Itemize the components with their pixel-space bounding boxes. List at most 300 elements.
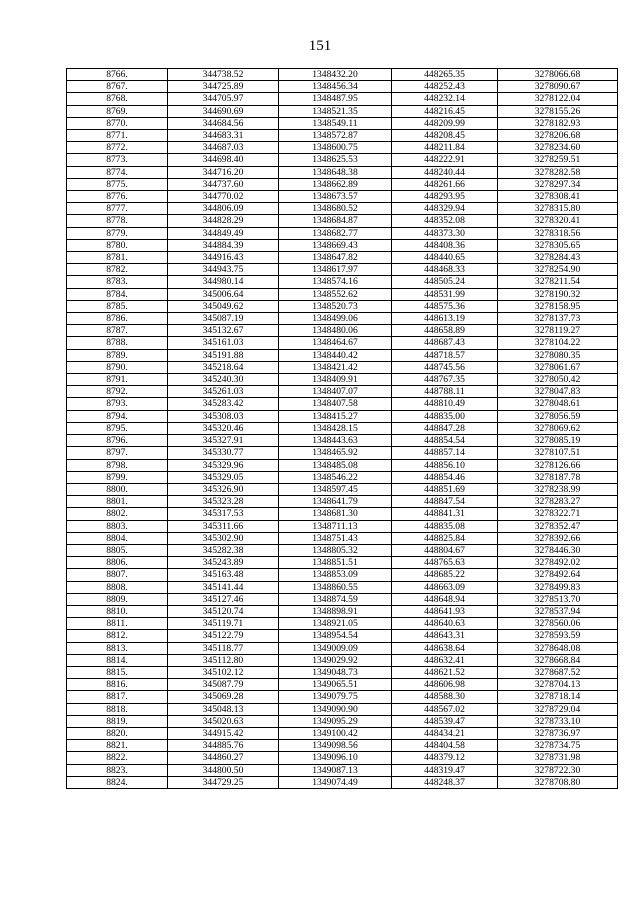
- table-row: [67, 727, 618, 739]
- cell-point-number: 8819.: [67, 715, 168, 727]
- cell-point-number: 8814.: [67, 654, 168, 666]
- cell-coord-y1: 1348669.43: [279, 239, 392, 251]
- cell-point-number: 8813.: [67, 642, 168, 654]
- table-row: [67, 459, 618, 471]
- cell-coord-y2: 3278729.04: [498, 703, 618, 715]
- cell-coord-y2: 3278259.51: [498, 154, 618, 166]
- cell-coord-x1: 345240.30: [168, 374, 279, 386]
- cell-coord-y1: 1348409.91: [279, 374, 392, 386]
- cell-coord-y2: 3278708.80: [498, 776, 618, 788]
- cell-coord-y2: 3278182.93: [498, 117, 618, 129]
- cell-coord-x2: 448373.30: [392, 227, 498, 239]
- cell-point-number: 8809.: [67, 593, 168, 605]
- cell-point-number: 8785.: [67, 300, 168, 312]
- cell-coord-x1: 345330.77: [168, 447, 279, 459]
- cell-coord-y2: 3278315.80: [498, 203, 618, 215]
- cell-coord-y2: 3278731.98: [498, 752, 618, 764]
- table-row: [67, 715, 618, 727]
- cell-point-number: 8822.: [67, 752, 168, 764]
- table-row: [67, 105, 618, 117]
- cell-point-number: 8798.: [67, 459, 168, 471]
- cell-coord-x1: 344943.75: [168, 264, 279, 276]
- cell-point-number: 8780.: [67, 239, 168, 251]
- cell-coord-y1: 1348680.52: [279, 203, 392, 215]
- cell-coord-x1: 345102.12: [168, 666, 279, 678]
- cell-coord-x1: 344806.09: [168, 203, 279, 215]
- cell-point-number: 8767.: [67, 81, 168, 93]
- cell-coord-x1: 344828.29: [168, 215, 279, 227]
- table-row: [67, 471, 618, 483]
- cell-coord-x2: 448851.69: [392, 483, 498, 495]
- cell-coord-x2: 448434.21: [392, 727, 498, 739]
- cell-coord-x1: 345326.90: [168, 483, 279, 495]
- cell-coord-x1: 344729.25: [168, 776, 279, 788]
- cell-coord-y2: 3278155.26: [498, 105, 618, 117]
- cell-coord-y1: 1348600.75: [279, 142, 392, 154]
- cell-coord-x1: 345087.79: [168, 679, 279, 691]
- cell-coord-x2: 448663.09: [392, 581, 498, 593]
- cell-point-number: 8786.: [67, 313, 168, 325]
- cell-coord-y1: 1349029.92: [279, 654, 392, 666]
- cell-coord-x2: 448408.36: [392, 239, 498, 251]
- table-row: [67, 374, 618, 386]
- table-row: [67, 776, 618, 788]
- cell-coord-x1: 345282.38: [168, 544, 279, 556]
- table-row: [67, 239, 618, 251]
- cell-point-number: 8799.: [67, 471, 168, 483]
- cell-coord-x2: 448765.63: [392, 557, 498, 569]
- cell-coord-y2: 3278126.66: [498, 459, 618, 471]
- cell-coord-x2: 448854.54: [392, 435, 498, 447]
- cell-coord-x2: 448640.63: [392, 618, 498, 630]
- cell-point-number: 8774.: [67, 166, 168, 178]
- cell-coord-x1: 344916.43: [168, 252, 279, 264]
- cell-coord-x2: 448804.67: [392, 544, 498, 556]
- table-row: [67, 325, 618, 337]
- cell-coord-y2: 3278322.71: [498, 508, 618, 520]
- cell-coord-y1: 1348751.43: [279, 532, 392, 544]
- cell-coord-y1: 1348432.20: [279, 69, 392, 81]
- cell-coord-y2: 3278090.67: [498, 81, 618, 93]
- cell-coord-y2: 3278305.65: [498, 239, 618, 251]
- cell-coord-x2: 448211.84: [392, 142, 498, 154]
- cell-coord-y1: 1348641.79: [279, 496, 392, 508]
- cell-coord-y2: 3278352.47: [498, 520, 618, 532]
- cell-coord-y1: 1348860.55: [279, 581, 392, 593]
- cell-coord-y2: 3278069.62: [498, 422, 618, 434]
- table-row: [67, 288, 618, 300]
- cell-coord-x2: 448745.56: [392, 361, 498, 373]
- cell-point-number: 8775.: [67, 178, 168, 190]
- cell-point-number: 8807.: [67, 569, 168, 581]
- cell-point-number: 8793.: [67, 398, 168, 410]
- table-row: [67, 349, 618, 361]
- cell-coord-y2: 3278050.42: [498, 374, 618, 386]
- cell-coord-y1: 1348625.53: [279, 154, 392, 166]
- page-number: 151: [308, 38, 332, 54]
- cell-coord-x2: 448856.10: [392, 459, 498, 471]
- table-row: [67, 496, 618, 508]
- cell-coord-x1: 344980.14: [168, 276, 279, 288]
- cell-coord-x2: 448265.35: [392, 69, 498, 81]
- table-row: [67, 605, 618, 617]
- cell-coord-x2: 448319.47: [392, 764, 498, 776]
- cell-coord-x2: 448638.64: [392, 642, 498, 654]
- cell-coord-y2: 3278080.35: [498, 349, 618, 361]
- cell-coord-x2: 448788.11: [392, 386, 498, 398]
- table-row: [67, 532, 618, 544]
- cell-coord-y2: 3278211.54: [498, 276, 618, 288]
- cell-coord-x1: 344725.89: [168, 81, 279, 93]
- cell-coord-y1: 1349048.73: [279, 666, 392, 678]
- cell-coord-y1: 1348684.87: [279, 215, 392, 227]
- cell-coord-y1: 1348415.27: [279, 410, 392, 422]
- cell-coord-x1: 345112.80: [168, 654, 279, 666]
- cell-point-number: 8782.: [67, 264, 168, 276]
- cell-coord-y2: 3278560.06: [498, 618, 618, 630]
- cell-point-number: 8808.: [67, 581, 168, 593]
- cell-coord-y1: 1348520.73: [279, 300, 392, 312]
- cell-coord-y2: 3278297.34: [498, 178, 618, 190]
- cell-coord-y2: 3278492.02: [498, 557, 618, 569]
- cell-coord-y1: 1349087.13: [279, 764, 392, 776]
- cell-coord-x1: 344770.02: [168, 191, 279, 203]
- cell-coord-y2: 3278704.13: [498, 679, 618, 691]
- cell-coord-y2: 3278282.58: [498, 166, 618, 178]
- cell-coord-y2: 3278734.75: [498, 740, 618, 752]
- cell-coord-x1: 345069.28: [168, 691, 279, 703]
- table-row: [67, 203, 618, 215]
- cell-coord-y2: 3278238.99: [498, 483, 618, 495]
- cell-point-number: 8781.: [67, 252, 168, 264]
- cell-coord-y1: 1348681.30: [279, 508, 392, 520]
- cell-coord-y2: 3278234.60: [498, 142, 618, 154]
- cell-coord-x1: 345302.90: [168, 532, 279, 544]
- cell-point-number: 8815.: [67, 666, 168, 678]
- cell-coord-x1: 345087.19: [168, 313, 279, 325]
- cell-coord-x1: 344849.49: [168, 227, 279, 239]
- cell-coord-y1: 1348428.15: [279, 422, 392, 434]
- cell-coord-x1: 344800.50: [168, 764, 279, 776]
- cell-coord-y2: 3278056.59: [498, 410, 618, 422]
- cell-coord-y1: 1348407.07: [279, 386, 392, 398]
- cell-coord-x1: 344705.97: [168, 93, 279, 105]
- cell-coord-y1: 1349065.51: [279, 679, 392, 691]
- cell-point-number: 8795.: [67, 422, 168, 434]
- cell-point-number: 8821.: [67, 740, 168, 752]
- cell-point-number: 8783.: [67, 276, 168, 288]
- table-row: [67, 435, 618, 447]
- cell-point-number: 8824.: [67, 776, 168, 788]
- cell-point-number: 8820.: [67, 727, 168, 739]
- cell-coord-x2: 448810.49: [392, 398, 498, 410]
- cell-coord-x1: 345049.62: [168, 300, 279, 312]
- table-row: [67, 752, 618, 764]
- cell-point-number: 8770.: [67, 117, 168, 129]
- table-row: [67, 740, 618, 752]
- cell-point-number: 8805.: [67, 544, 168, 556]
- cell-coord-y2: 3278284.43: [498, 252, 618, 264]
- table-row: [67, 300, 618, 312]
- cell-coord-x2: 448209.99: [392, 117, 498, 129]
- table-row: [67, 508, 618, 520]
- cell-coord-x1: 345327.91: [168, 435, 279, 447]
- cell-coord-y2: 3278107.51: [498, 447, 618, 459]
- cell-coord-x1: 345118.77: [168, 642, 279, 654]
- cell-coord-y2: 3278122.04: [498, 93, 618, 105]
- cell-point-number: 8778.: [67, 215, 168, 227]
- cell-coord-x2: 448222.91: [392, 154, 498, 166]
- cell-coord-x2: 448767.35: [392, 374, 498, 386]
- cell-coord-x1: 345048.13: [168, 703, 279, 715]
- cell-coord-x1: 345127.46: [168, 593, 279, 605]
- cell-point-number: 8787.: [67, 325, 168, 337]
- cell-coord-y1: 1349095.29: [279, 715, 392, 727]
- cell-coord-x2: 448539.47: [392, 715, 498, 727]
- cell-coord-x2: 448261.66: [392, 178, 498, 190]
- cell-coord-y1: 1348480.06: [279, 325, 392, 337]
- cell-point-number: 8797.: [67, 447, 168, 459]
- cell-coord-y2: 3278048.61: [498, 398, 618, 410]
- cell-coord-y1: 1348572.87: [279, 130, 392, 142]
- cell-coord-y1: 1349096.10: [279, 752, 392, 764]
- coordinates-table: [66, 68, 618, 789]
- table-row: [67, 642, 618, 654]
- table-row: [67, 630, 618, 642]
- cell-coord-y1: 1348682.77: [279, 227, 392, 239]
- cell-coord-y2: 3278687.52: [498, 666, 618, 678]
- cell-coord-x2: 448835.00: [392, 410, 498, 422]
- cell-coord-x1: 345191.88: [168, 349, 279, 361]
- cell-point-number: 8823.: [67, 764, 168, 776]
- cell-coord-x1: 345283.42: [168, 398, 279, 410]
- table-row: [67, 142, 618, 154]
- table-row: [67, 618, 618, 630]
- cell-coord-y2: 3278499.83: [498, 581, 618, 593]
- table-row: [67, 520, 618, 532]
- cell-coord-x2: 448621.52: [392, 666, 498, 678]
- cell-coord-x2: 448293.95: [392, 191, 498, 203]
- cell-coord-x1: 344884.39: [168, 239, 279, 251]
- table-row: [67, 386, 618, 398]
- table-row: [67, 544, 618, 556]
- cell-point-number: 8768.: [67, 93, 168, 105]
- cell-point-number: 8777.: [67, 203, 168, 215]
- cell-coord-y2: 3278190.32: [498, 288, 618, 300]
- table-row: [67, 252, 618, 264]
- cell-point-number: 8791.: [67, 374, 168, 386]
- cell-coord-x2: 448854.46: [392, 471, 498, 483]
- cell-coord-x1: 345317.53: [168, 508, 279, 520]
- table-row: [67, 569, 618, 581]
- cell-coord-x2: 448440.65: [392, 252, 498, 264]
- cell-coord-x1: 345132.67: [168, 325, 279, 337]
- cell-coord-y1: 1348851.51: [279, 557, 392, 569]
- cell-coord-x2: 448329.94: [392, 203, 498, 215]
- cell-coord-x1: 344690.69: [168, 105, 279, 117]
- cell-point-number: 8803.: [67, 520, 168, 532]
- cell-coord-x2: 448588.30: [392, 691, 498, 703]
- table-row: [67, 581, 618, 593]
- cell-coord-y2: 3278718.14: [498, 691, 618, 703]
- cell-coord-y2: 3278047.83: [498, 386, 618, 398]
- cell-point-number: 8802.: [67, 508, 168, 520]
- cell-coord-x2: 448847.54: [392, 496, 498, 508]
- table-row: [67, 178, 618, 190]
- cell-point-number: 8796.: [67, 435, 168, 447]
- table-row: [67, 313, 618, 325]
- cell-coord-x1: 345308.03: [168, 410, 279, 422]
- cell-coord-y2: 3278187.78: [498, 471, 618, 483]
- table-row: [67, 166, 618, 178]
- cell-coord-y2: 3278158.95: [498, 300, 618, 312]
- cell-coord-x2: 448567.02: [392, 703, 498, 715]
- cell-coord-y2: 3278722.30: [498, 764, 618, 776]
- cell-coord-x1: 345243.89: [168, 557, 279, 569]
- table-row: [67, 191, 618, 203]
- cell-coord-x2: 448641.93: [392, 605, 498, 617]
- table-row: [67, 81, 618, 93]
- cell-coord-y1: 1348805.32: [279, 544, 392, 556]
- cell-coord-y1: 1348499.06: [279, 313, 392, 325]
- cell-coord-x2: 448252.43: [392, 81, 498, 93]
- cell-coord-x1: 344860.27: [168, 752, 279, 764]
- table-row: [67, 264, 618, 276]
- cell-coord-y1: 1348617.97: [279, 264, 392, 276]
- cell-coord-y1: 1348662.89: [279, 178, 392, 190]
- cell-coord-y1: 1348546.22: [279, 471, 392, 483]
- table-row: [67, 276, 618, 288]
- table-row: [67, 337, 618, 349]
- table-row: [67, 117, 618, 129]
- cell-coord-x2: 448248.37: [392, 776, 498, 788]
- cell-coord-y1: 1348647.82: [279, 252, 392, 264]
- cell-point-number: 8800.: [67, 483, 168, 495]
- cell-coord-x2: 448857.14: [392, 447, 498, 459]
- cell-coord-y1: 1348487.95: [279, 93, 392, 105]
- cell-point-number: 8818.: [67, 703, 168, 715]
- cell-coord-y2: 3278736.97: [498, 727, 618, 739]
- cell-coord-x2: 448352.08: [392, 215, 498, 227]
- table-row: [67, 93, 618, 105]
- cell-coord-y2: 3278392.66: [498, 532, 618, 544]
- cell-coord-x2: 448575.36: [392, 300, 498, 312]
- cell-coord-y1: 1348597.45: [279, 483, 392, 495]
- cell-coord-x1: 345329.96: [168, 459, 279, 471]
- cell-point-number: 8776.: [67, 191, 168, 203]
- cell-coord-x2: 448718.57: [392, 349, 498, 361]
- cell-point-number: 8812.: [67, 630, 168, 642]
- cell-coord-y1: 1349090.90: [279, 703, 392, 715]
- cell-coord-y2: 3278668.84: [498, 654, 618, 666]
- cell-coord-x1: 345329.05: [168, 471, 279, 483]
- cell-coord-x1: 345006.64: [168, 288, 279, 300]
- cell-coord-y2: 3278254.90: [498, 264, 618, 276]
- cell-coord-y2: 3278061.67: [498, 361, 618, 373]
- table-row: [67, 483, 618, 495]
- cell-coord-x2: 448847.28: [392, 422, 498, 434]
- cell-coord-y1: 1348574.16: [279, 276, 392, 288]
- cell-coord-x1: 345261.03: [168, 386, 279, 398]
- cell-coord-x1: 345163.48: [168, 569, 279, 581]
- table-row: [67, 691, 618, 703]
- cell-coord-x2: 448468.33: [392, 264, 498, 276]
- cell-point-number: 8801.: [67, 496, 168, 508]
- cell-coord-x1: 345141.44: [168, 581, 279, 593]
- table-row: [67, 215, 618, 227]
- cell-point-number: 8804.: [67, 532, 168, 544]
- cell-coord-y2: 3278446.30: [498, 544, 618, 556]
- cell-coord-y1: 1348853.09: [279, 569, 392, 581]
- table-row: [67, 361, 618, 373]
- table-row: [67, 447, 618, 459]
- cell-coord-x1: 345120.74: [168, 605, 279, 617]
- cell-coord-y1: 1348552.62: [279, 288, 392, 300]
- cell-coord-x2: 448404.58: [392, 740, 498, 752]
- cell-coord-y1: 1348464.67: [279, 337, 392, 349]
- cell-coord-y1: 1349009.09: [279, 642, 392, 654]
- cell-point-number: 8789.: [67, 349, 168, 361]
- cell-coord-y2: 3278320.41: [498, 215, 618, 227]
- cell-coord-x2: 448216.45: [392, 105, 498, 117]
- cell-coord-x1: 345119.71: [168, 618, 279, 630]
- cell-coord-y1: 1349079.75: [279, 691, 392, 703]
- table-row: [67, 703, 618, 715]
- cell-coord-y2: 3278308.41: [498, 191, 618, 203]
- cell-coord-y1: 1348407.58: [279, 398, 392, 410]
- cell-point-number: 8771.: [67, 130, 168, 142]
- cell-coord-y2: 3278085.19: [498, 435, 618, 447]
- cell-coord-x1: 344683.31: [168, 130, 279, 142]
- cell-point-number: 8790.: [67, 361, 168, 373]
- coordinates-table-body: [67, 69, 618, 789]
- cell-coord-x2: 448613.19: [392, 313, 498, 325]
- cell-coord-y2: 3278513.70: [498, 593, 618, 605]
- cell-coord-y1: 1348440.42: [279, 349, 392, 361]
- table-row: [67, 666, 618, 678]
- cell-coord-y1: 1349074.49: [279, 776, 392, 788]
- cell-point-number: 8788.: [67, 337, 168, 349]
- table-row: [67, 764, 618, 776]
- table-row: [67, 130, 618, 142]
- cell-coord-y2: 3278066.68: [498, 69, 618, 81]
- cell-coord-x2: 448379.12: [392, 752, 498, 764]
- cell-coord-y2: 3278283.27: [498, 496, 618, 508]
- cell-coord-x1: 345320.46: [168, 422, 279, 434]
- cell-point-number: 8784.: [67, 288, 168, 300]
- cell-coord-x2: 448240.44: [392, 166, 498, 178]
- cell-coord-x1: 344716.20: [168, 166, 279, 178]
- cell-point-number: 8779.: [67, 227, 168, 239]
- cell-coord-y1: 1348874.59: [279, 593, 392, 605]
- cell-coord-y1: 1348648.38: [279, 166, 392, 178]
- cell-coord-y2: 3278206.68: [498, 130, 618, 142]
- cell-coord-y2: 3278137.73: [498, 313, 618, 325]
- cell-coord-y1: 1348711.13: [279, 520, 392, 532]
- cell-coord-x1: 344684.56: [168, 117, 279, 129]
- cell-coord-x2: 448606.98: [392, 679, 498, 691]
- cell-coord-x1: 345122.79: [168, 630, 279, 642]
- cell-coord-x2: 448208.45: [392, 130, 498, 142]
- table-row: [67, 410, 618, 422]
- cell-coord-y1: 1348421.42: [279, 361, 392, 373]
- table-row: [67, 227, 618, 239]
- table-row: [67, 69, 618, 81]
- cell-coord-y1: 1348898.91: [279, 605, 392, 617]
- cell-point-number: 8794.: [67, 410, 168, 422]
- cell-coord-x2: 448632.41: [392, 654, 498, 666]
- cell-point-number: 8792.: [67, 386, 168, 398]
